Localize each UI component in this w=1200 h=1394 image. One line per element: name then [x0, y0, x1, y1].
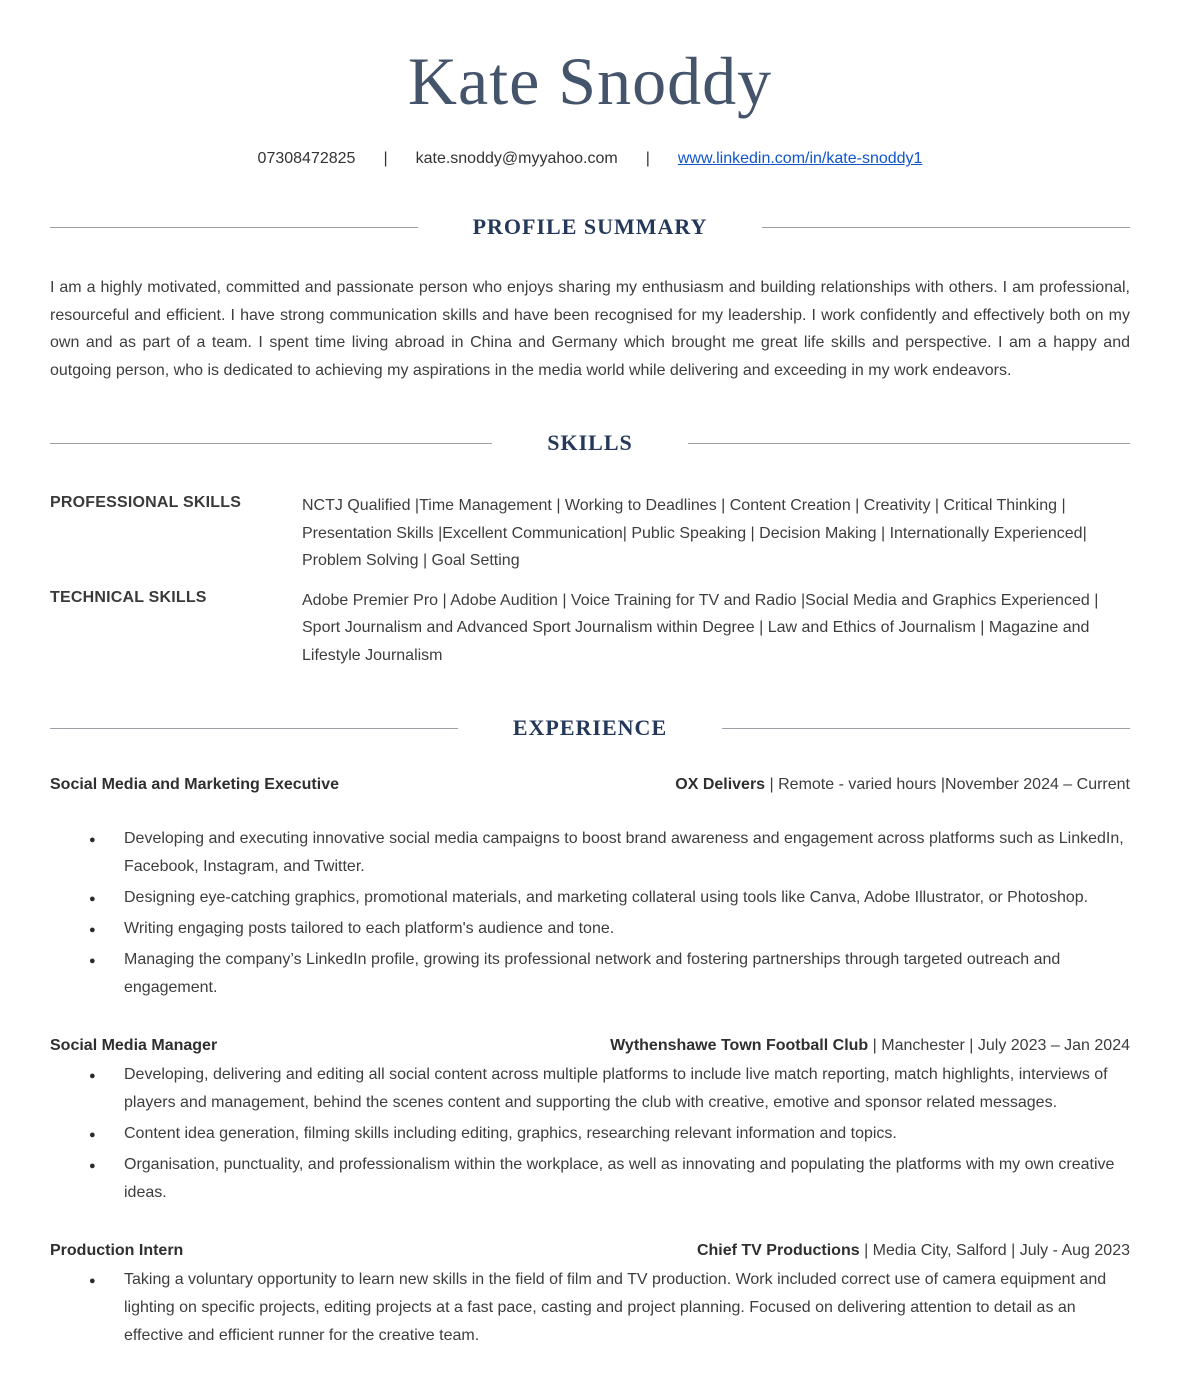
bullet-item: ● Content idea generation, filming skills including editing, graphics, researching relevant information and topics.: [124, 1120, 1130, 1148]
job-meta: [675, 771, 1130, 799]
bullet-item: ● Designing eye-catching graphics, promotional materials, and marketing collateral using tools like Canva, Adobe Illustrator, or Photoshop.: [124, 884, 1130, 912]
divider-line: [688, 443, 1130, 444]
profile-summary-title: PROFILE SUMMARY: [472, 214, 708, 240]
experience-entry-chief-tv: [50, 1237, 1130, 1350]
bullet-item: ● Managing the company’s LinkedIn profile, growing its professional network and fostering partnerships through targeted outreach and engagement.: [124, 946, 1130, 1002]
job-company: Wythenshawe Town Football Club: [610, 1037, 869, 1055]
divider-line: [722, 728, 1130, 729]
job-meta: [610, 1032, 1130, 1060]
skills-title: SKILLS: [547, 430, 633, 456]
contact-row: [50, 150, 1130, 168]
contact-separator: |: [645, 150, 650, 168]
contact-separator: |: [383, 150, 388, 168]
skill-label: TECHNICAL SKILLS: [50, 588, 207, 606]
bullet-item: ● Writing engaging posts tailored to each platform's audience and tone.: [124, 915, 1130, 943]
section-heading-profile: [50, 214, 1130, 240]
job-header: [50, 1032, 1130, 1060]
name-heading: Kate Snoddy: [407, 43, 773, 119]
experience-entry-ox-delivers: [50, 771, 1130, 1002]
job-location-dates: | Media City, Salford | July - Aug 2023: [859, 1242, 1130, 1260]
divider-line: [50, 227, 418, 228]
skill-row-technical: [50, 587, 1130, 670]
divider-line: [50, 443, 492, 444]
bullet-item: ● Organisation, punctuality, and professionalism within the workplace, as well as innovating and populating the platforms with my own creative ideas.: [124, 1151, 1130, 1207]
experience-entry-wythenshawe: [50, 1032, 1130, 1207]
bullet-list: [50, 1266, 1130, 1350]
job-header: [50, 1237, 1130, 1265]
job-title: Social Media and Marketing Executive: [50, 776, 339, 794]
experience-title: EXPERIENCE: [512, 715, 668, 741]
skill-value: NCTJ Qualified |Time Management | Working to Deadlines | Content Creation | Creativity | Critical Thinking | Presentation Skills |Excellent Communication| Public Speaking | Decision Making | Internationally Experienced| Problem Solving | Goal Setting: [302, 497, 1087, 570]
job-location-dates: | Manchester | July 2023 – Jan 2024: [868, 1037, 1130, 1055]
job-company: Chief TV Productions: [696, 1242, 860, 1260]
skill-label: PROFESSIONAL SKILLS: [50, 494, 242, 512]
skills-table: [50, 492, 1130, 669]
job-title: Social Media Manager: [50, 1037, 218, 1055]
skill-row-professional: [50, 492, 1130, 575]
bullet-item: ● Taking a voluntary opportunity to learn new skills in the field of film and TV production. Work included correct use of camera equipment and lighting on specific projects, editing projects at a fast pace, casting and project planning. Focused on delivering attention to detail as an effective and efficient runner for the creative team.: [124, 1266, 1130, 1350]
divider-line: [762, 227, 1130, 228]
job-header: [50, 771, 1130, 799]
linkedin-link[interactable]: www.linkedin.com/in/kate-snoddy1: [677, 150, 923, 168]
divider-line: [50, 728, 458, 729]
job-meta: [697, 1237, 1130, 1265]
bullet-list: [50, 1061, 1130, 1207]
skill-value: Adobe Premier Pro | Adobe Audition | Voice Training for TV and Radio |Social Media and Graphics Experienced | Sport Journalism and Advanced Sport Journalism within Degree | Law and Ethics of Journalism | Magazine and Lifestyle Journalism: [302, 591, 1099, 664]
job-location-dates: | Remote - varied hours |November 2024 – Current: [765, 776, 1130, 794]
section-heading-skills: [50, 430, 1130, 456]
bullet-item: ● Developing, delivering and editing all social content across multiple platforms to include live match reporting, match highlights, interviews of players and management, behind the scenes content and supporting the club with creative, emotive and sponsor related messages.: [124, 1061, 1130, 1117]
job-company: OX Delivers: [675, 776, 766, 794]
bullet-item: ● Developing and executing innovative social media campaigns to boost brand awareness and engagement across platforms such as LinkedIn, Facebook, Instagram, and Twitter.: [124, 825, 1130, 881]
section-heading-experience: [50, 715, 1130, 741]
job-title: Production Intern: [50, 1242, 184, 1260]
phone-text: 07308472825: [257, 150, 356, 168]
profile-summary-paragraph: I am a highly motivated, committed and passionate person who enjoys sharing my enthusiasm and building relationships with others. I am professional, resourceful and efficient. I have strong communication skills and have been recognised for my leadership. I work confidently and effectively both on my own and as part of a team. I spent time living abroad in China and Germany which brought me great life skills and perspective. I am a happy and outgoing person, who is dedicated to achieving my aspirations in the media world while delivering and exceeding in my work endeavors.: [50, 279, 1130, 379]
bullet-list: [50, 825, 1130, 1002]
email-text: kate.snoddy@myyahoo.com: [415, 150, 618, 168]
